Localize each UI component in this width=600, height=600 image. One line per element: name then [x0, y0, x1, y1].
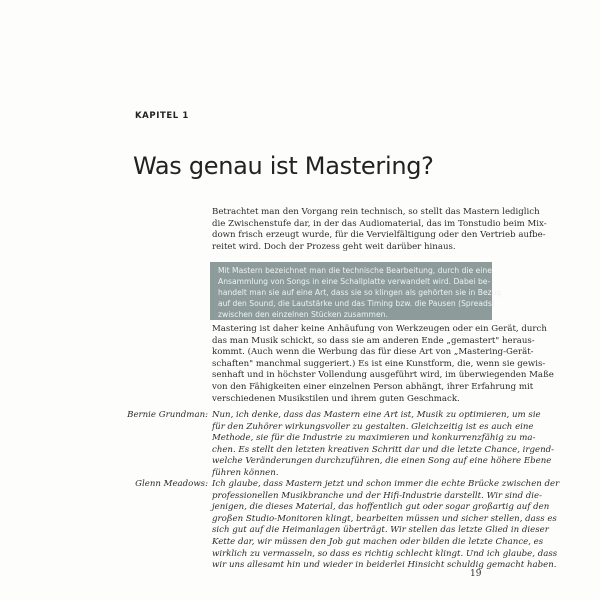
text-line: von den Fähigkeiten einer einzelnen Person abhängt, ihrer Erfahrung mit — [212, 381, 534, 392]
text-line: wirklich zu vermasseln, so dass es richtig schlecht klingt. Und ich glaube, dass — [212, 548, 558, 559]
text-line: Nun, ich denke, dass das Mastern eine Art ist, Musik zu optimieren, um sie — [212, 410, 541, 420]
text-line: senhaft und in höchster Vollendung ausgeführt wird, im überwiegenden Maße — [212, 370, 554, 381]
page-number: 19 — [470, 569, 482, 579]
quote-speaker: Bernie Grundman: — [127, 410, 208, 420]
text-line: Kette dar, wir müssen den Job gut machen oder bilden die letzte Chance, es — [212, 536, 544, 547]
text-line: Mit Mastern bezeichnet man die technische Bearbeitung, durch die eine — [218, 266, 492, 275]
text-line: handelt man sie auf eine Art, dass sie so klingen als gehörten sie in Bezug — [218, 288, 502, 297]
text-line: kommt. (Auch wenn die Werbung das für diese Art von „Mastering-Gerät- — [212, 347, 534, 358]
quote-speaker: Glenn Meadows: — [135, 479, 208, 489]
highlight-text — [210, 265, 502, 320]
text-line: großen Studio-Monitoren klingt, bearbeiten müssen und sicher stellen, dass es — [212, 513, 557, 524]
text-line: die Zwischenstufe dar, in der das Audiomaterial, das im Tonstudio beim Mix- — [212, 218, 547, 229]
text-line: führen können. — [212, 467, 279, 478]
intro-paragraph — [212, 207, 547, 253]
text-line: Betrachtet man den Vorgang rein technisch, so stellt das Mastern lediglich — [212, 207, 540, 217]
quote-text — [212, 479, 560, 572]
text-line: verschiedenen Musikstilen und ihrem guten Geschmack. — [212, 393, 460, 404]
text-line: down frisch erzeugt wurde, für die Vervielfältigung oder den Vertrieb aufbe- — [212, 230, 546, 241]
body-paragraph — [212, 324, 554, 405]
text-line: wir uns allesamt hin und wieder in beiderlei Hinsicht schuldig gemacht haben. — [212, 560, 557, 571]
page-title: Was genau ist Mastering? — [133, 152, 434, 180]
quote-text — [212, 410, 555, 480]
text-line: für den Zuhörer wirkungsvoller zu gestalten. Gleichzeitig ist es auch eine — [212, 421, 534, 432]
text-line: reitet wird. Doch der Prozess geht weit darüber hinaus. — [212, 241, 456, 252]
text-line: Methode, sie für die Industrie zu maximieren und konkurrenzfähig zu ma- — [212, 433, 536, 444]
text-line: professionellen Musikbranche und der Hifi-Industrie darstellt. Wir sind die- — [212, 490, 543, 501]
text-line: chen. Es stellt den letzten kreativen Schritt dar und die letzte Chance, irgend- — [212, 444, 555, 455]
text-line: schaften" manchmal suggeriert.) Es ist eine Kunstform, die, wenn sie gewis- — [212, 358, 546, 369]
text-line: auf den Sound, die Lautstärke und das Timing bzw. die Pausen (Spreads) — [218, 299, 495, 308]
highlight-box — [210, 262, 502, 320]
text-line: welche Veränderungen durchzuführen, die einen Song auf eine höhere Ebene — [212, 456, 552, 467]
text-line: jenigen, die dieses Material, das hoffentlich gut oder sogar großartig auf den — [212, 502, 550, 513]
text-line: sich gut auf die Heimanlagen überträgt. Wir stellen das letzte Glied in dieser — [212, 525, 549, 536]
text-line: Ansammlung von Songs in eine Schallplatte verwandelt wird. Dabei be- — [218, 277, 491, 286]
text-line: zwischen den einzelnen Stücken zusammen. — [218, 310, 388, 319]
text-line: Ich glaube, dass Mastern jetzt und schon immer die echte Brücke zwischen der — [212, 479, 560, 489]
text-line: das man Musik schickt, so dass sie am anderen Ende „gemastert" heraus- — [212, 335, 535, 346]
text-line: Mastering ist daher keine Anhäufung von Werkzeugen oder ein Gerät, durch — [212, 324, 547, 334]
chapter-label: KAPITEL 1 — [135, 111, 189, 121]
